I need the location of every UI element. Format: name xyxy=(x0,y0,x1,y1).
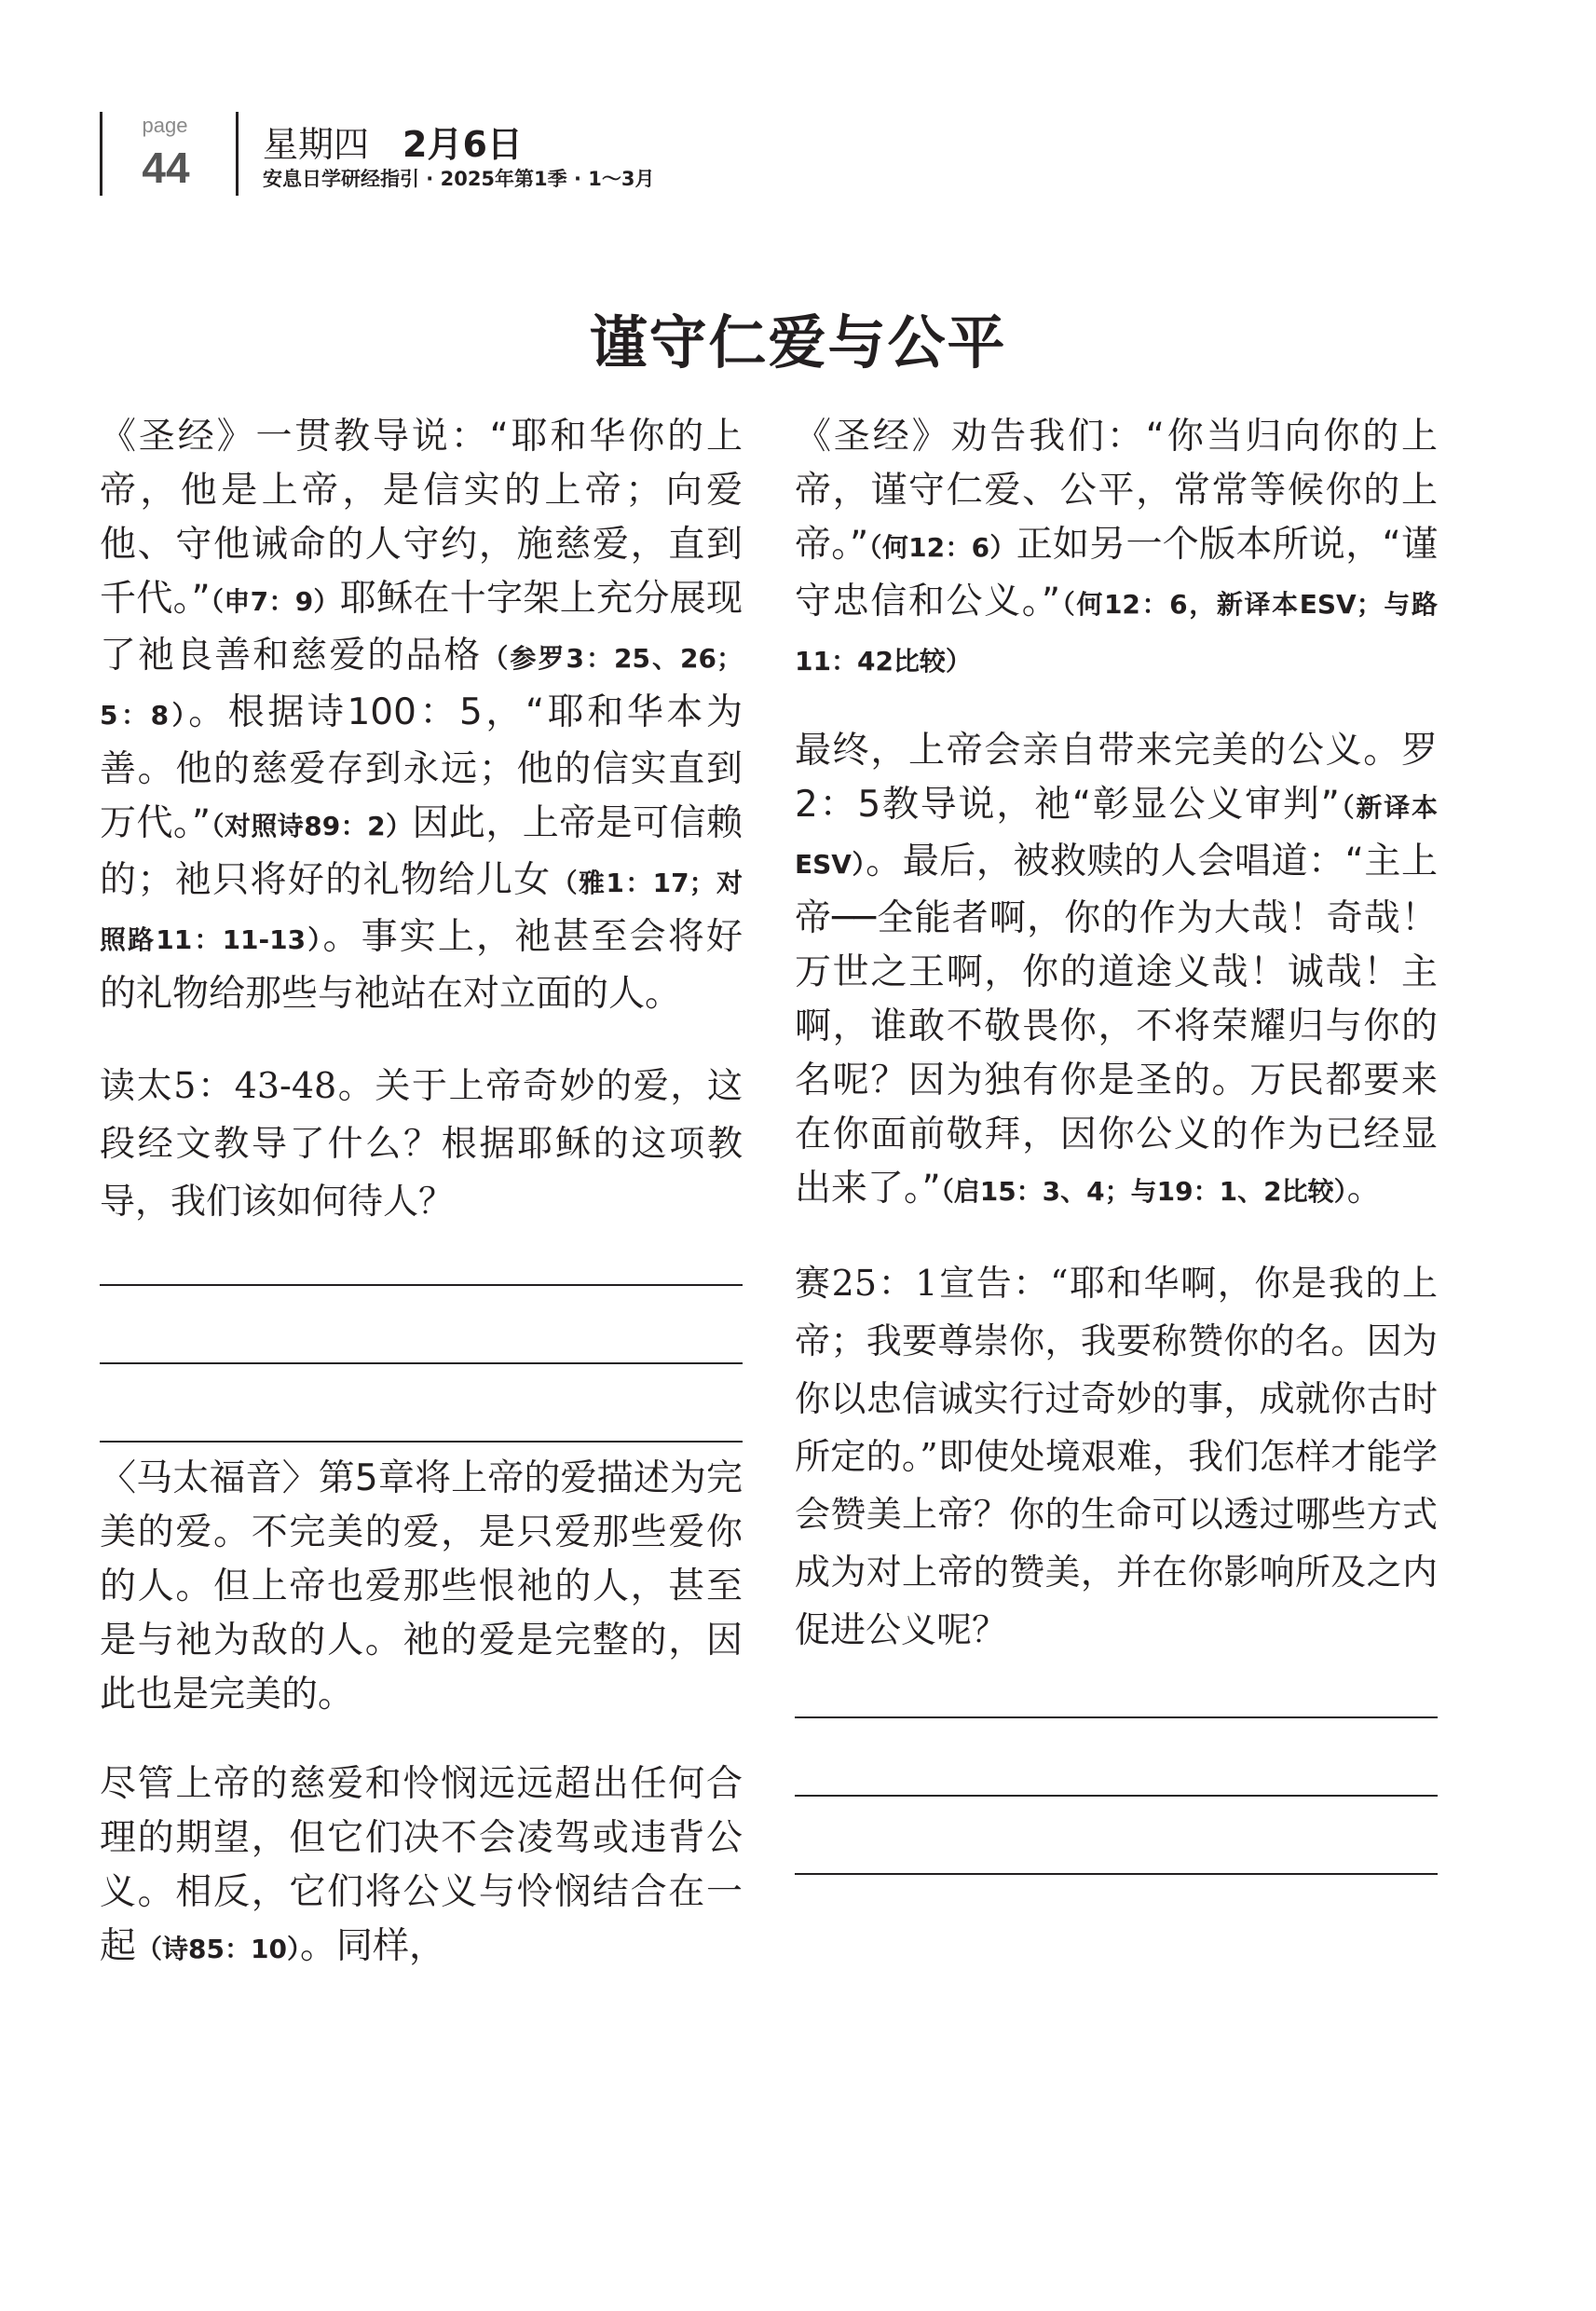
study-question: 读太5：43-48。关于上帝奇妙的爱，这段经文教导了什么？根据耶稣的这项教导，我们该如何待人？ xyxy=(100,1065,743,1222)
text-span: 。事实上，祂甚至会将好的礼物给那些与祂站在对立面的人。 xyxy=(100,916,743,1015)
date: 2月6日 xyxy=(402,124,523,165)
answer-line[interactable] xyxy=(100,1441,743,1443)
text-span: 因此，上帝是可信赖的；祂只将好的礼物给儿女 xyxy=(100,802,743,901)
spacer xyxy=(795,1219,1438,1254)
text-span: 正如另一个版本所说，“谨守忠信和公义。” xyxy=(795,524,1438,622)
text-span: 耶稣在十字架上充分展现了祂良善和慈爱的品格 xyxy=(100,578,743,677)
answer-line[interactable] xyxy=(100,1362,743,1364)
paragraph-matthew: 〈马太福音〉第5章将上帝的爱描述为完美的爱。不完美的爱，是只爱那些爱你的人。但上帝也爱那些恨祂的人，甚至是与祂为敌的人。祂的爱是完整的，因此也是完美的。 xyxy=(100,1457,743,1716)
weekday: 星期四 xyxy=(263,124,370,165)
answer-line[interactable] xyxy=(795,1716,1438,1718)
page-label: page xyxy=(142,114,188,137)
page-number: 44 xyxy=(142,144,190,192)
scripture-ref: （启15：3、4；与19：1、2比较） xyxy=(940,1176,1347,1207)
spacer xyxy=(795,689,1438,724)
scripture-ref: （对照诗89：2） xyxy=(211,811,413,841)
text-span: 。 xyxy=(1346,1168,1384,1210)
scripture-ref: （何12：6，新译本ESV；与路11：42比较） xyxy=(795,589,1438,677)
text-span: 。同样， xyxy=(299,1925,445,1967)
scripture-ref: （新译本ESV） xyxy=(795,792,1438,880)
answer-line[interactable] xyxy=(795,1795,1438,1797)
spacer xyxy=(100,1021,743,1057)
answer-lines xyxy=(100,1284,743,1443)
study-question: 赛25：1宣告：“耶和华啊，你是我的上帝；我要尊崇你，我要称赞你的名。因为你以忠信诚实行过奇妙的事，成就你古时所定的。”即使处境艰难，我们怎样才能学会赞美上帝？你的生命可以透过哪些方式成为对上帝的赞美，并在你影响所及之内促进公义呢？ xyxy=(795,1263,1438,1650)
answer-line[interactable] xyxy=(795,1873,1438,1875)
left-column xyxy=(100,410,743,1976)
answer-lines xyxy=(795,1716,1438,1875)
scripture-ref: （诗85：10） xyxy=(136,1934,300,1964)
text-span: 最终，上帝会亲自带来完美的公义。罗2：5教导说，祂“彰显公义审判” xyxy=(795,730,1438,826)
publication-subtitle: 安息日学研经指引 · 2025年第1季 · 1～3月 xyxy=(263,168,655,190)
header-divider-right xyxy=(236,112,239,196)
right-column xyxy=(795,410,1438,1875)
header-divider-left xyxy=(100,112,102,196)
paragraph-revelation xyxy=(795,724,1438,1219)
spacer xyxy=(100,1722,743,1757)
paragraph-hosea xyxy=(795,410,1438,689)
scripture-ref: （何12：6） xyxy=(868,532,1016,563)
scripture-ref: （雅1：17；对照路11：11-13） xyxy=(100,868,743,955)
date-line xyxy=(263,116,523,167)
page-title: 谨守仁爱与公平 xyxy=(589,308,1007,376)
text-span: 。根据诗100：5，“耶和华本为善。他的慈爱存到永远；他的信实直到万代。” xyxy=(100,691,743,844)
paragraph-intro xyxy=(100,410,743,1021)
text-span: 《圣经》一贯教导说：“耶和华你的上帝，他是上帝，是信实的上帝；向爱他、守他诫命的人守约，施慈爱，直到千代。” xyxy=(100,416,743,620)
paragraph-mercy-justice xyxy=(100,1757,743,1976)
scripture-ref: （参罗3：25、26；5：8） xyxy=(100,643,743,731)
text-span: 。最后，被救赎的人会唱道：“主上帝──全能者啊，你的作为大哉！奇哉！万世之王啊，你的道途义哉！诚哉！主啊，谁敢不敬畏你，不将荣耀归与你的名呢？因为独有你是圣的。万民都要来在你面前敬拜，因你公义的作为已经显出来了。” xyxy=(795,841,1438,1210)
scripture-ref: （申7：9） xyxy=(210,586,340,617)
answer-line[interactable] xyxy=(100,1284,743,1286)
text-span: 《圣经》劝告我们：“你当归向你的上帝，谨守仁爱、公平，常常等候你的上帝。” xyxy=(795,416,1438,566)
page-header xyxy=(0,0,1596,224)
text-span: 尽管上帝的慈爱和怜悯远远超出任何合理的期望，但它们决不会凌驾或违背公义。相反，它们将公义与怜悯结合在一起 xyxy=(100,1763,743,1967)
